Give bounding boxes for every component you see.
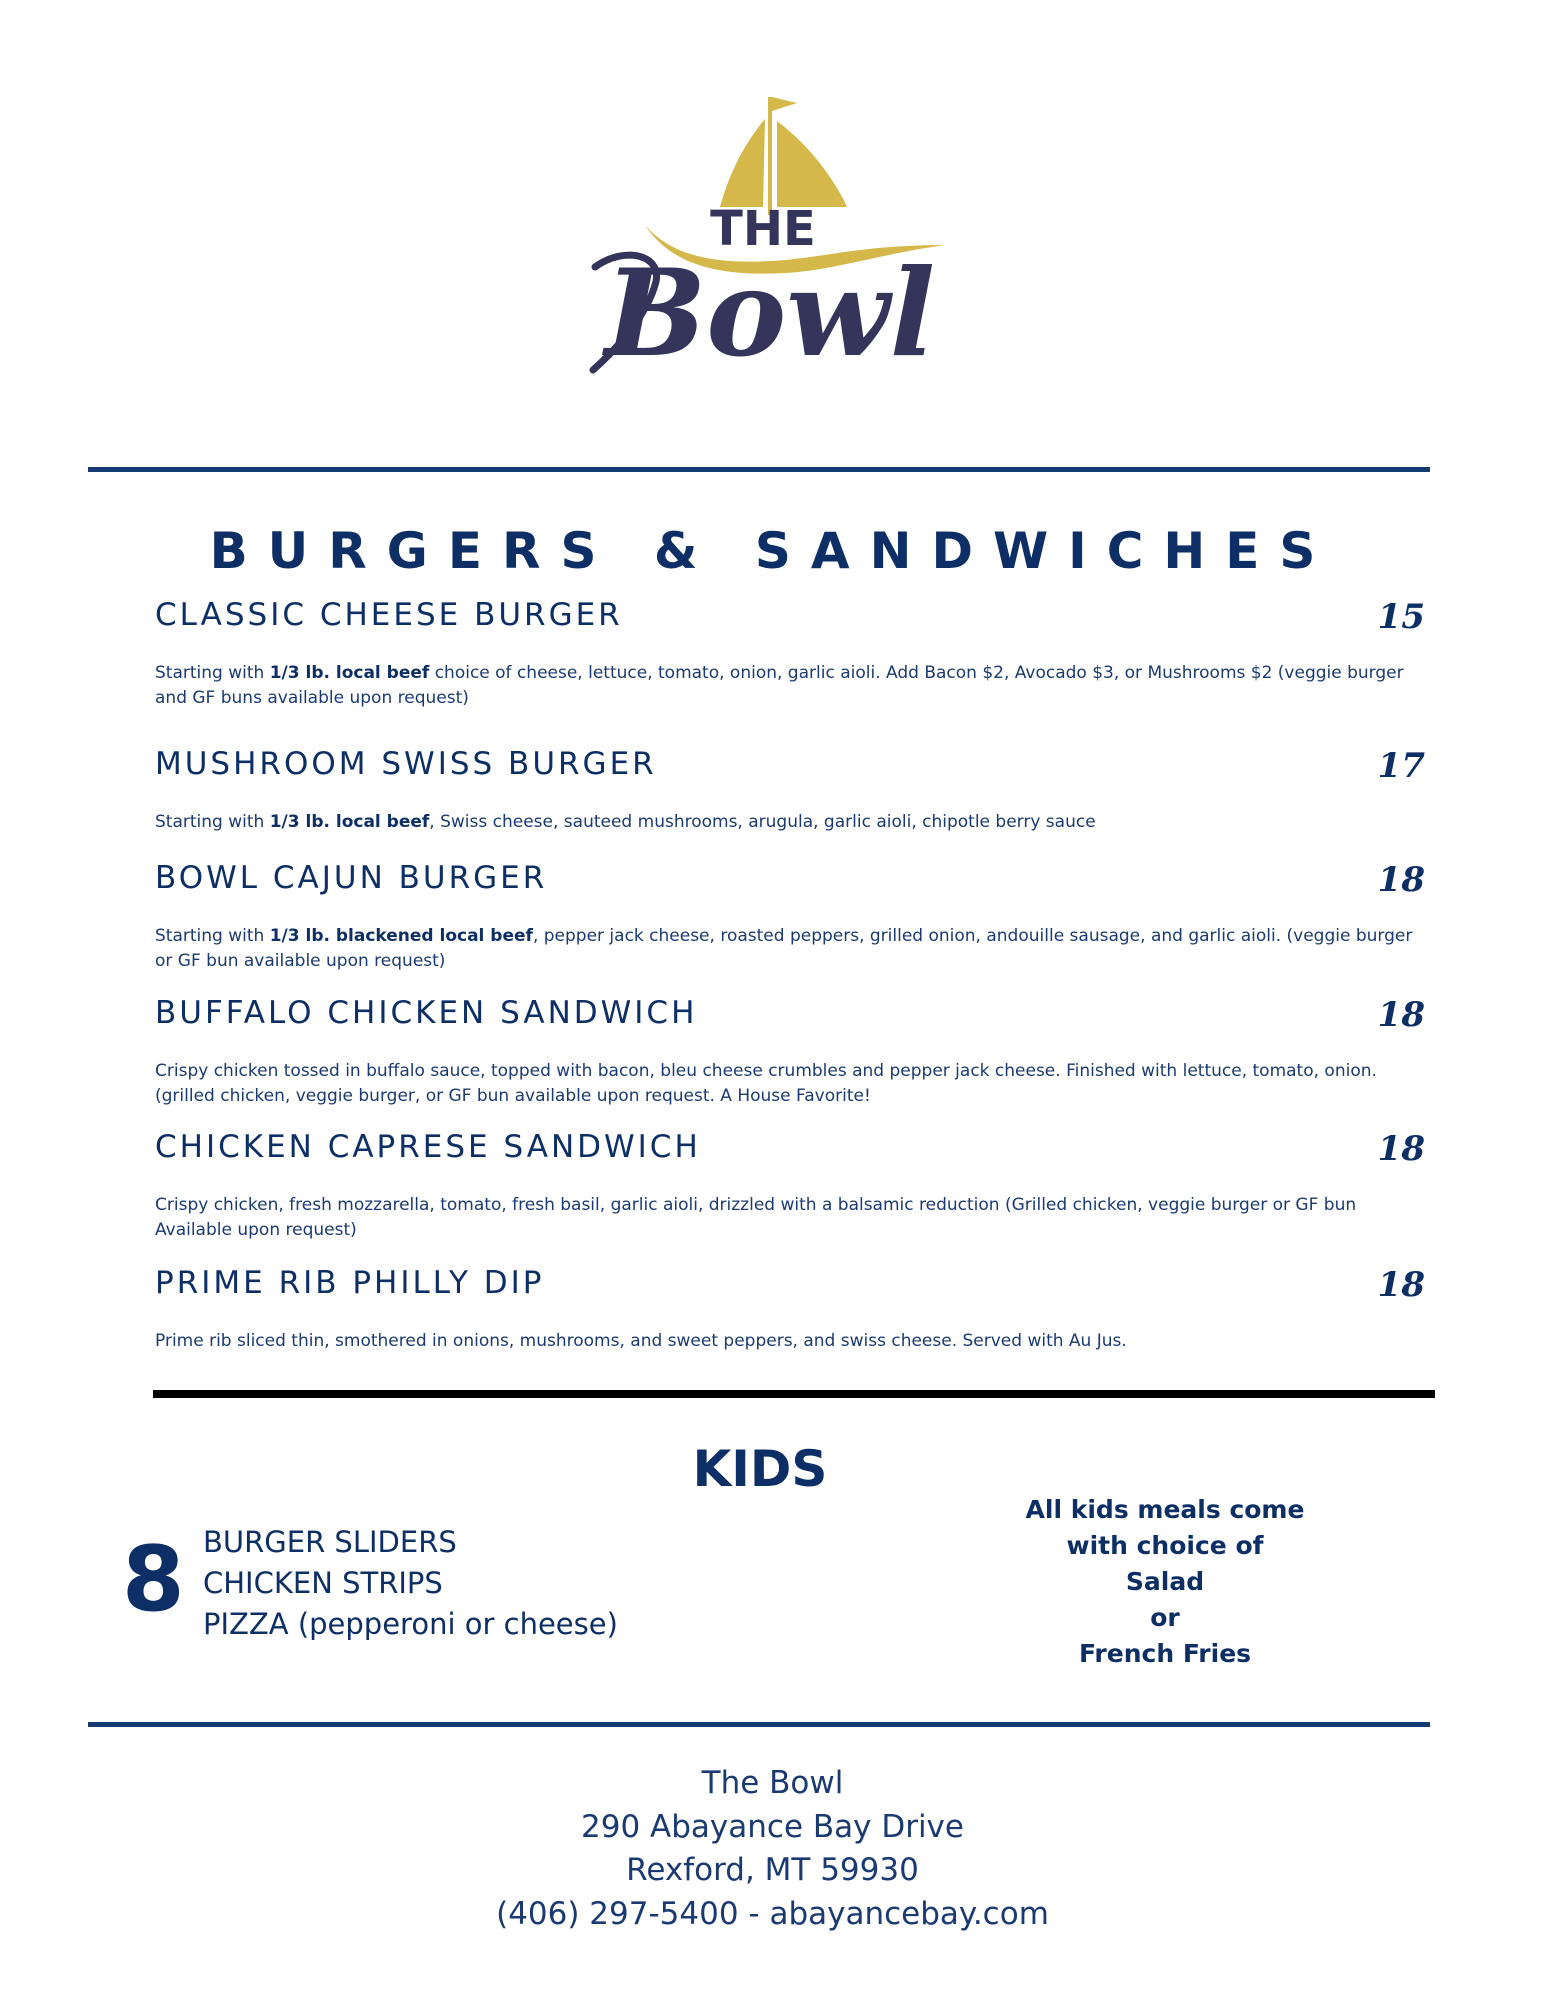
item-name: MUSHROOM SWISS BURGER bbox=[155, 746, 657, 782]
section-divider bbox=[153, 1390, 1435, 1398]
item-description: Starting with 1/3 lb. blackened local beef, pepper jack cheese, roasted peppers, grilled onion, andouille sausage, and garlic aioli. (veggie burger or GF bun available upon request) bbox=[155, 926, 1413, 971]
item-name: CLASSIC CHEESE BURGER bbox=[155, 597, 623, 633]
item-price: 18 bbox=[1377, 1265, 1425, 1305]
item-price: 18 bbox=[1377, 860, 1425, 900]
section-title-burgers: BURGERS & SANDWICHES bbox=[209, 522, 1336, 580]
logo-bowl-text: Bowl bbox=[604, 243, 936, 384]
item-price: 17 bbox=[1377, 746, 1425, 786]
item-description: Crispy chicken tossed in buffalo sauce, topped with bacon, bleu cheese crumbles and pepper jack cheese. Finished with lettuce, tomato, onion. (grilled chicken, veggie burger, or GF bun available upon request. A House Favorite! bbox=[155, 1061, 1377, 1106]
kids-note bbox=[985, 1492, 1345, 1672]
kids-price: 8 bbox=[122, 1527, 185, 1632]
item-price: 18 bbox=[1377, 995, 1425, 1035]
logo-the-text: THE bbox=[710, 201, 816, 257]
top-divider bbox=[88, 467, 1430, 472]
item-name: BOWL CAJUN BURGER bbox=[155, 860, 548, 896]
kids-note-line: French Fries bbox=[1078, 1639, 1252, 1668]
footer-address-line-2: Rexford, MT 59930 bbox=[626, 1852, 919, 1888]
item-description: Starting with 1/3 lb. local beef choice of cheese, lettuce, tomato, onion, garlic aioli. Add Bacon $2, Avocado $3, or Mushrooms $2 (veggie burger and GF buns available upon request) bbox=[155, 663, 1404, 708]
item-price: 18 bbox=[1377, 1129, 1425, 1169]
footer-divider bbox=[88, 1722, 1430, 1727]
kids-note-line: Salad bbox=[1125, 1567, 1205, 1596]
kids-note-line: with choice of bbox=[1066, 1531, 1264, 1560]
list-item: PIZZA (pepperoni or cheese) bbox=[203, 1607, 618, 1641]
list-item: CHICKEN STRIPS bbox=[203, 1566, 443, 1600]
item-name: BUFFALO CHICKEN SANDWICH bbox=[155, 995, 698, 1031]
kids-note-line: All kids meals come bbox=[1025, 1495, 1305, 1524]
footer-contact: (406) 297-5400 - abayancebay.com bbox=[496, 1895, 1049, 1932]
section-title-kids: KIDS bbox=[692, 1440, 828, 1498]
item-price: 15 bbox=[1377, 597, 1425, 637]
list-item: BURGER SLIDERS bbox=[203, 1525, 457, 1559]
footer-name: The Bowl bbox=[701, 1765, 844, 1801]
item-description: Prime rib sliced thin, smothered in onions, mushrooms, and sweet peppers, and swiss cheese. Served with Au Jus. bbox=[155, 1331, 1127, 1351]
footer bbox=[0, 1762, 1545, 1936]
footer-address-line-1: 290 Abayance Bay Drive bbox=[581, 1808, 964, 1845]
kids-note-line: or bbox=[1150, 1603, 1180, 1632]
item-name: PRIME RIB PHILLY DIP bbox=[155, 1265, 545, 1301]
kids-items-list bbox=[203, 1522, 618, 1645]
item-description: Crispy chicken, fresh mozzarella, tomato, fresh basil, garlic aioli, drizzled with a balsamic reduction (Grilled chicken, veggie burger or GF bun Available upon request) bbox=[155, 1195, 1357, 1240]
item-description: Starting with 1/3 lb. local beef, Swiss cheese, sauteed mushrooms, arugula, garlic aioli, chipotle berry sauce bbox=[155, 812, 1096, 832]
the-bowl-logo bbox=[585, 95, 955, 415]
item-name: CHICKEN CAPRESE SANDWICH bbox=[155, 1129, 701, 1165]
